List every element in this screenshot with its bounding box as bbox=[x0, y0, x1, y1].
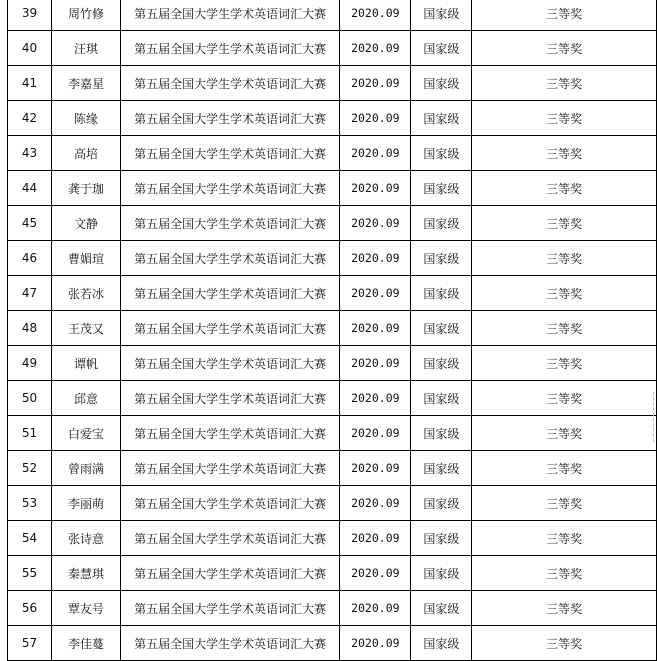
award-level-cell: 国家级 bbox=[411, 626, 472, 661]
competition-name-cell: 第五届全国大学生学术英语词汇大赛 bbox=[120, 136, 339, 171]
competition-name-cell: 第五届全国大学生学术英语词汇大赛 bbox=[120, 101, 339, 136]
award-date-cell: 2020.09 bbox=[340, 311, 411, 346]
row-number-cell: 57 bbox=[8, 626, 52, 661]
award-grade-cell: 三等奖 bbox=[472, 556, 657, 591]
table-row bbox=[8, 31, 657, 66]
award-date-cell: 2020.09 bbox=[340, 206, 411, 241]
margin-marker bbox=[653, 392, 657, 442]
award-grade-cell: 三等奖 bbox=[472, 276, 657, 311]
award-level-cell: 国家级 bbox=[411, 311, 472, 346]
student-name-cell: 覃友号 bbox=[51, 591, 120, 626]
award-table-body bbox=[8, 0, 657, 661]
award-level-cell: 国家级 bbox=[411, 451, 472, 486]
table-row bbox=[8, 416, 657, 451]
award-level-cell: 国家级 bbox=[411, 66, 472, 101]
row-number-cell: 55 bbox=[8, 556, 52, 591]
award-date-cell: 2020.09 bbox=[340, 0, 411, 31]
award-date-cell: 2020.09 bbox=[340, 591, 411, 626]
competition-name-cell: 第五届全国大学生学术英语词汇大赛 bbox=[120, 171, 339, 206]
student-name-cell: 高培 bbox=[51, 136, 120, 171]
table-row bbox=[8, 101, 657, 136]
row-number-cell: 48 bbox=[8, 311, 52, 346]
award-date-cell: 2020.09 bbox=[340, 416, 411, 451]
table-row bbox=[8, 206, 657, 241]
table-row bbox=[8, 381, 657, 416]
competition-name-cell: 第五届全国大学生学术英语词汇大赛 bbox=[120, 206, 339, 241]
award-level-cell: 国家级 bbox=[411, 171, 472, 206]
competition-name-cell: 第五届全国大学生学术英语词汇大赛 bbox=[120, 416, 339, 451]
table-row bbox=[8, 171, 657, 206]
table-row bbox=[8, 276, 657, 311]
table-row bbox=[8, 521, 657, 556]
competition-name-cell: 第五届全国大学生学术英语词汇大赛 bbox=[120, 66, 339, 101]
award-grade-cell: 三等奖 bbox=[472, 101, 657, 136]
award-level-cell: 国家级 bbox=[411, 0, 472, 31]
table-row bbox=[8, 486, 657, 521]
student-name-cell: 李佳蔓 bbox=[51, 626, 120, 661]
award-level-cell: 国家级 bbox=[411, 416, 472, 451]
table-row bbox=[8, 556, 657, 591]
award-level-cell: 国家级 bbox=[411, 381, 472, 416]
award-level-cell: 国家级 bbox=[411, 591, 472, 626]
award-date-cell: 2020.09 bbox=[340, 486, 411, 521]
competition-name-cell: 第五届全国大学生学术英语词汇大赛 bbox=[120, 521, 339, 556]
award-grade-cell: 三等奖 bbox=[472, 206, 657, 241]
student-name-cell: 秦慧琪 bbox=[51, 556, 120, 591]
award-date-cell: 2020.09 bbox=[340, 556, 411, 591]
award-date-cell: 2020.09 bbox=[340, 66, 411, 101]
student-name-cell: 谭帆 bbox=[51, 346, 120, 381]
award-grade-cell: 三等奖 bbox=[472, 241, 657, 276]
award-date-cell: 2020.09 bbox=[340, 241, 411, 276]
row-number-cell: 51 bbox=[8, 416, 52, 451]
competition-name-cell: 第五届全国大学生学术英语词汇大赛 bbox=[120, 311, 339, 346]
competition-name-cell: 第五届全国大学生学术英语词汇大赛 bbox=[120, 451, 339, 486]
student-name-cell: 曾雨满 bbox=[51, 451, 120, 486]
row-number-cell: 44 bbox=[8, 171, 52, 206]
student-name-cell: 张诗意 bbox=[51, 521, 120, 556]
competition-name-cell: 第五届全国大学生学术英语词汇大赛 bbox=[120, 346, 339, 381]
student-name-cell: 周竹修 bbox=[51, 0, 120, 31]
award-date-cell: 2020.09 bbox=[340, 31, 411, 66]
award-grade-cell: 三等奖 bbox=[472, 416, 657, 451]
row-number-cell: 41 bbox=[8, 66, 52, 101]
table-row bbox=[8, 311, 657, 346]
award-date-cell: 2020.09 bbox=[340, 276, 411, 311]
student-name-cell: 李嘉星 bbox=[51, 66, 120, 101]
table-row bbox=[8, 346, 657, 381]
table-row bbox=[8, 626, 657, 661]
competition-name-cell: 第五届全国大学生学术英语词汇大赛 bbox=[120, 591, 339, 626]
award-grade-cell: 三等奖 bbox=[472, 311, 657, 346]
student-name-cell: 文静 bbox=[51, 206, 120, 241]
row-number-cell: 47 bbox=[8, 276, 52, 311]
student-name-cell: 曹媚瑄 bbox=[51, 241, 120, 276]
table-row bbox=[8, 451, 657, 486]
award-grade-cell: 三等奖 bbox=[472, 451, 657, 486]
table-row bbox=[8, 591, 657, 626]
table-row bbox=[8, 136, 657, 171]
competition-name-cell: 第五届全国大学生学术英语词汇大赛 bbox=[120, 0, 339, 31]
competition-name-cell: 第五届全国大学生学术英语词汇大赛 bbox=[120, 381, 339, 416]
student-name-cell: 张若冰 bbox=[51, 276, 120, 311]
award-level-cell: 国家级 bbox=[411, 521, 472, 556]
award-date-cell: 2020.09 bbox=[340, 521, 411, 556]
award-grade-cell: 三等奖 bbox=[472, 136, 657, 171]
award-grade-cell: 三等奖 bbox=[472, 0, 657, 31]
award-grade-cell: 三等奖 bbox=[472, 381, 657, 416]
award-date-cell: 2020.09 bbox=[340, 136, 411, 171]
competition-name-cell: 第五届全国大学生学术英语词汇大赛 bbox=[120, 31, 339, 66]
student-name-cell: 陈缘 bbox=[51, 101, 120, 136]
table-row bbox=[8, 241, 657, 276]
award-level-cell: 国家级 bbox=[411, 206, 472, 241]
award-date-cell: 2020.09 bbox=[340, 381, 411, 416]
competition-name-cell: 第五届全国大学生学术英语词汇大赛 bbox=[120, 626, 339, 661]
row-number-cell: 45 bbox=[8, 206, 52, 241]
competition-name-cell: 第五届全国大学生学术英语词汇大赛 bbox=[120, 556, 339, 591]
award-date-cell: 2020.09 bbox=[340, 171, 411, 206]
student-name-cell: 龚于珈 bbox=[51, 171, 120, 206]
award-level-cell: 国家级 bbox=[411, 241, 472, 276]
award-date-cell: 2020.09 bbox=[340, 626, 411, 661]
row-number-cell: 53 bbox=[8, 486, 52, 521]
student-name-cell: 王茂又 bbox=[51, 311, 120, 346]
award-grade-cell: 三等奖 bbox=[472, 346, 657, 381]
row-number-cell: 40 bbox=[8, 31, 52, 66]
award-date-cell: 2020.09 bbox=[340, 101, 411, 136]
row-number-cell: 46 bbox=[8, 241, 52, 276]
award-grade-cell: 三等奖 bbox=[472, 521, 657, 556]
row-number-cell: 43 bbox=[8, 136, 52, 171]
competition-name-cell: 第五届全国大学生学术英语词汇大赛 bbox=[120, 486, 339, 521]
row-number-cell: 50 bbox=[8, 381, 52, 416]
award-table bbox=[7, 0, 657, 661]
student-name-cell: 白爱宝 bbox=[51, 416, 120, 451]
row-number-cell: 52 bbox=[8, 451, 52, 486]
award-level-cell: 国家级 bbox=[411, 486, 472, 521]
award-date-cell: 2020.09 bbox=[340, 346, 411, 381]
row-number-cell: 54 bbox=[8, 521, 52, 556]
student-name-cell: 邱意 bbox=[51, 381, 120, 416]
award-level-cell: 国家级 bbox=[411, 276, 472, 311]
row-number-cell: 42 bbox=[8, 101, 52, 136]
award-level-cell: 国家级 bbox=[411, 556, 472, 591]
award-date-cell: 2020.09 bbox=[340, 451, 411, 486]
award-grade-cell: 三等奖 bbox=[472, 171, 657, 206]
table-row bbox=[8, 66, 657, 101]
award-grade-cell: 三等奖 bbox=[472, 66, 657, 101]
table-row bbox=[8, 0, 657, 31]
award-grade-cell: 三等奖 bbox=[472, 591, 657, 626]
competition-name-cell: 第五届全国大学生学术英语词汇大赛 bbox=[120, 241, 339, 276]
row-number-cell: 56 bbox=[8, 591, 52, 626]
student-name-cell: 汪琪 bbox=[51, 31, 120, 66]
award-grade-cell: 三等奖 bbox=[472, 486, 657, 521]
award-level-cell: 国家级 bbox=[411, 31, 472, 66]
student-name-cell: 李丽萌 bbox=[51, 486, 120, 521]
award-level-cell: 国家级 bbox=[411, 346, 472, 381]
award-level-cell: 国家级 bbox=[411, 136, 472, 171]
award-grade-cell: 三等奖 bbox=[472, 31, 657, 66]
row-number-cell: 39 bbox=[8, 0, 52, 31]
award-grade-cell: 三等奖 bbox=[472, 626, 657, 661]
row-number-cell: 49 bbox=[8, 346, 52, 381]
competition-name-cell: 第五届全国大学生学术英语词汇大赛 bbox=[120, 276, 339, 311]
award-level-cell: 国家级 bbox=[411, 101, 472, 136]
